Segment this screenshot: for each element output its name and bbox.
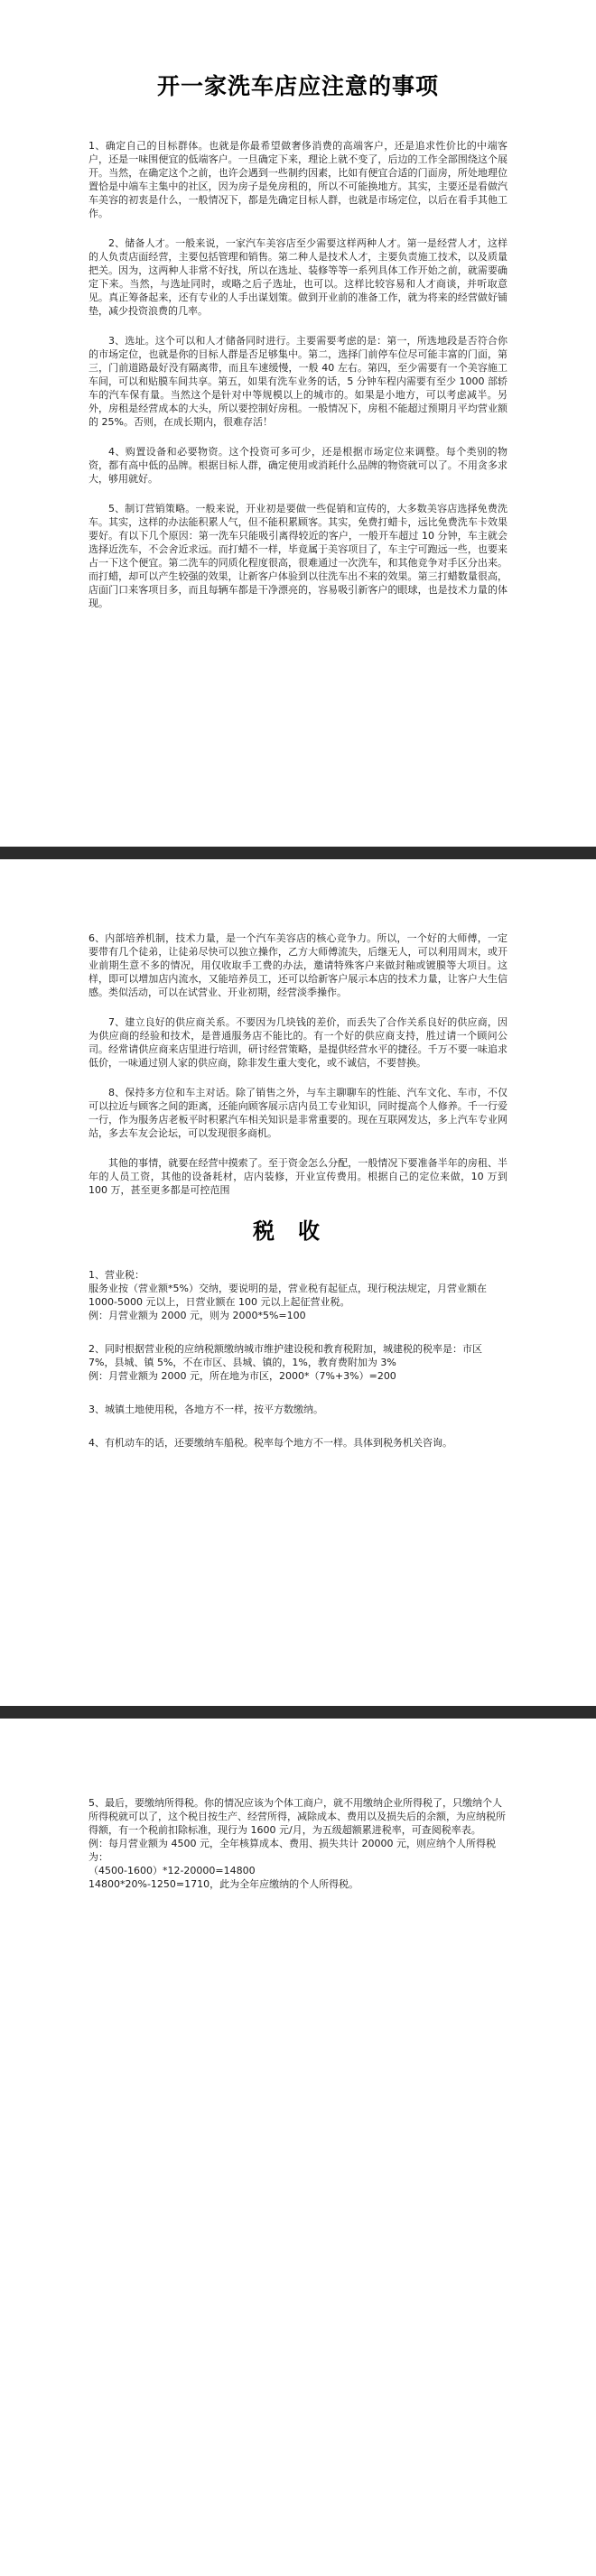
tax-item-text: 5、最后，要缴纳所得税。你的情况应该为个体工商户，就不用缴纳企业所得税了，只缴纳个人所得税就可以了，这个税目按生产、经营所得，减除成本、费用以及损失后的余额，为应纳税所得额，有一个税前扣除标准，现行为 1600 元/月，为五级超额累进税率，可查阅税率表。 [88, 1797, 506, 1836]
document-page-3 [0, 1719, 596, 2576]
tax-item-text: 3、城镇土地使用税，各地方不一样，按平方数缴纳。 [88, 1404, 323, 1415]
tax-section-title: 税收 [253, 1219, 343, 1244]
page-separator [0, 1706, 596, 1719]
paragraph-target-customers: 1、确定自己的目标群体。也就是你最希望做奢侈消费的高端客户，还是追求性价比的中端客户，还是一味围便宜的低端客户。一旦确定下来，理论上就不变了，后边的工作全部围绕这个展开。当然，在确定这个之前，也许会遇到一些制约因素，比如有便宜合适的门面房，所处地理位置恰是中端车主集中的社区，因为房子是免房租的，所以不可能换地方。其实，主要还是看做汽车美容的初衷是什么，一般情况下，都是先确定目标人群，也就是市场定位，以后在看手其他工作。 [88, 140, 508, 219]
page-2-content [88, 931, 508, 1450]
tax-item-text: 服务业按（营业额*5%）交纳，要说明的是，营业税有起征点，现行税法规定，月营业额在 1000-5000 元以上，日营业额在 100 元以上起征营业税。 [88, 1283, 487, 1308]
tax-item-text: 4、有机动车的话，还要缴纳车船税。税率每个地方不一样。具体到税务机关咨询。 [88, 1437, 452, 1449]
paragraph-equipment: 4、购置设备和必要物资。这个投资可多可少，还是根据市场定位来调整。每个类别的物资，都有高中低的品牌。根据目标人群，确定使用或消耗什么品牌的物资就可以了。不用贪多求大，够用就好。 [88, 446, 508, 485]
document-page-1 [0, 0, 596, 847]
paragraph-talent-reserve: 2、储备人才。一般来说，一家汽车美容店至少需要这样两种人才。第一是经营人才，这样的人负责店面经营，主要包括管理和销售。第二种人是技术人才，主要负责施工技术，以及质量把关。因为，这两种人非常不好找，所以在选址、装修等等一系列具体工作开始之前，就需要确定下来。当然，与选址同时，或略之后子选址，也可以。这样比较容易和人才商谈，并听取意见。真正筹备起来，还有专业的人手出谋划策。做到开业前的准备工作，就为将来的经营做好铺垫，减少投资浪费的几率。 [88, 237, 508, 317]
paragraph-marketing: 5、制订营销策略。一般来说，开业初是要做一些促销和宣传的，大多数美容店选择免费洗车。其实，这样的办法能积累人气，但不能积累顾客。其实，免费打蜡卡，远比免费洗车卡效果要好。有以下几个原因：第一洗车只能吸引离得较近的客户，一般开车超过 10 分钟，车主就会选择近洗车，不会舍近求远。而打蜡不一样，毕竟属于美容项目了，车主宁可跑远一些，也要来占一下这个便宜。第二洗车的同质化程度很高，很难通过一次洗车，和其他竞争对手区分出来。而打蜡，却可以产生较强的效果，让新客户体验到以往洗车出不来的效果。第三打蜡数量很高，店面门口来客项目多，而且每辆车都是干净漂亮的，容易吸引新客户的眼球，也是技术力量的体现。 [88, 503, 508, 609]
tax-item-business-tax [88, 1268, 508, 1322]
paragraph-training: 6、内部培养机制，技术力量，是一个汽车美容店的核心竞争力。所以，一个好的大师傅，一定要带有几个徒弟，让徒弟尽快可以独立操作，乙方大师傅流失，后继无人，可以利用周末，或开业前期生意不多的情况，用仅收取手工费的办法，邀请特殊客户来做封釉或镀膜等大项目。这样，即可以增加店内流水，又能培养员工，还可以给新客户展示本店的技术力量，让客户大生信感。类似活动，可以在试营业、开业初期，经营淡季操作。 [88, 932, 508, 998]
paragraph-other-matters: 其他的事情，就要在经营中摸索了。至于资金怎么分配，一般情况下要准备半年的房租、半年的人员工资，其他的设备耗材，店内装修，开业宣传费用。根据自己的定位来做，10 万到 100 万，甚至更多都是可控范围 [88, 1157, 508, 1196]
tax-item-example: 例：月营业额为 2000 元，所在地为市区，2000*（7%+3%）=200 [88, 1370, 396, 1382]
tax-item-calculation: 14800*20%-1250=1710，此为全年应缴纳的个人所得税。 [88, 1878, 359, 1890]
tax-item-heading: 1、营业税： [88, 1269, 144, 1281]
paragraph-suppliers: 7、建立良好的供应商关系。不要因为几块钱的差价，而丢失了合作关系良好的供应商，因为供应商的经验和技术，是普通服务店不能比的。有一个好的供应商支持，胜过请一个顾问公司。经常请供应商来店里进行培训，研讨经营策略，是提供经营水平的捷径。千万不要一味追求低价，一味通过别人家的供应商，除非发生重大变化，或不诚信，不要替换。 [88, 1016, 508, 1069]
tax-item-text: 2、同时根据营业税的应纳税额缴纳城市维护建设税和教育税附加，城建税的税率是：市区 7%，县城、镇 5%，不在市区、县城、镇的，1%，教育费附加为 3% [88, 1343, 482, 1368]
document-page-2 [0, 859, 596, 1706]
page-3-content [88, 1796, 508, 1891]
page-separator [0, 847, 596, 859]
page-1-content [88, 69, 508, 626]
tax-item-example: 例：每月营业额为 4500 元，全年核算成本、费用、损失共计 20000 元，则应纳个人所得税为： [88, 1838, 496, 1863]
tax-item-calculation: （4500-1600）*12-20000=14800 [88, 1865, 256, 1876]
tax-item-land-use-tax [88, 1403, 508, 1416]
document-title: 开一家洗车店应注意的事项 [156, 73, 439, 99]
tax-item-income-tax [88, 1796, 508, 1891]
tax-item-example: 例：月营业额为 2000 元，则为 2000*5%=100 [88, 1310, 306, 1321]
tax-item-vehicle-tax [88, 1436, 508, 1450]
paragraph-site-selection: 3、选址。这个可以和人才储备同时进行。主要需要考虑的是：第一，所选地段是否符合你的市场定位，也就是你的目标人群是否足够集中。第二，选择门前停车位尽可能丰富的门面，第三，门前道路最好没有隔离带，而且车速缓慢，一般 40 左右。第四，至少需要有一个美容施工车间，可以和贴膜车间共享。第五，如果有洗车业务的话，5 分钟车程内需要有至少 1000 部轿车的汽车保有量。当然这个是针对中等规模以上的城市的。如果是小地方，可以考虑减半。另外，房租是经营成本的大头，所以要控制好房租。一般情况下，房租不能超过预期月平均营业额的 25%。否则，在成长期内，很难存活！ [88, 335, 508, 428]
paragraph-customer-dialogue: 8、保持多方位和车主对话。除了销售之外，与车主聊聊车的性能、汽车文化、车市，不仅可以拉近与顾客之间的距离，还能向顾客展示店内员工专业知识，同时提高个人修养。千一行爱一行，作为服务店老板平时积累汽车相关知识是非常重要的。现在互联网发达，多上汽车专业网站，多去车友会论坛，可以发现很多商机。 [88, 1087, 508, 1139]
tax-item-city-construction-tax [88, 1342, 508, 1383]
